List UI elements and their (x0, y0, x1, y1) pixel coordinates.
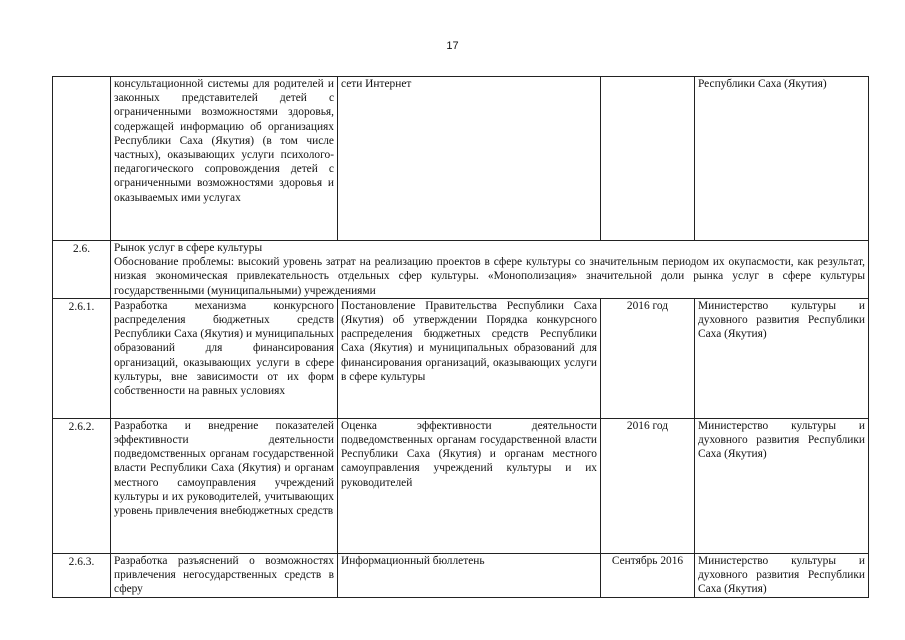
event-cell: Разработка и внедрение показателей эффективности деятельности подведомственных органам государственной власти Республики Саха (Якутия) и органам местного самоуправления учреждений культуры и их руководителей, учитывающих уровень привлечения внебюджетных средств (111, 418, 338, 553)
deadline-cell: Сентябрь 2016 (601, 553, 695, 597)
executor-cell: Республики Саха (Якутия) (695, 77, 869, 241)
executor-cell: Министерство культуры и духовного развития Республики Саха (Якутия) (695, 298, 869, 418)
section-description: Обоснование проблемы: высокий уровень затрат на реализацию проектов в сфере культуры со значительным периодом их окупасмости, как результат, низкая экономическая привлекательность отдельных сфер культуры. «Монополизация» значительной доли рынка услуг в сфере культуры государственными (муниципальными) учреждениями (114, 256, 865, 297)
deadline-cell: 2016 год (601, 418, 695, 553)
executor-cell: Министерство культуры и духовного развития Республики Саха (Якутия) (695, 553, 869, 597)
measures-table (52, 76, 869, 598)
deadline-cell (601, 77, 695, 241)
row-number: 2.6.3. (53, 553, 111, 597)
row-number: 2.6.2. (53, 418, 111, 553)
result-cell: Информационный бюллетень (338, 553, 601, 597)
table-row (53, 77, 869, 241)
section-number: 2.6. (53, 241, 111, 299)
section-row (53, 241, 869, 299)
section-cell (111, 241, 869, 299)
deadline-cell: 2016 год (601, 298, 695, 418)
event-cell: Разработка механизма конкурсного распределения бюджетных средств Республики Саха (Якутия) и муниципальных образований для финансирования организаций, оказывающих услуги в сфере культуры, вне зависимости от их форм собственности на равных условиях (111, 298, 338, 418)
row-number: 2.6.1. (53, 298, 111, 418)
section-title: Рынок услуг в сфере культуры (114, 242, 263, 254)
result-cell: Постановление Правительства Республики Саха (Якутия) об утверждении Порядка конкурсного распределения бюджетных средств Республики Саха (Якутия) и муниципальных образований для финансирования организаций, оказывающих услуги в сфере культуры (338, 298, 601, 418)
row-number (53, 77, 111, 241)
table-row (53, 418, 869, 553)
executor-cell: Министерство культуры и духовного развития Республики Саха (Якутия) (695, 418, 869, 553)
result-cell: сети Интернет (338, 77, 601, 241)
event-cell: консультационной системы для родителей и законных представителей детей с ограниченными возможностями здоровья, содержащей информацию об организациях Республики Саха (Якутия) (в том числе частных), оказывающих услуги психолого-педагогического сопровождения детей с ограниченными возможностями здоровья и оказываемых ими услугах (111, 77, 338, 241)
page-number: 17 (446, 40, 459, 52)
event-cell: Разработка разъяснений о возможностях привлечения негосударственных средств в сферу (111, 553, 338, 597)
table-row (53, 553, 869, 597)
result-cell: Оценка эффективности деятельности подведомственных органам государственной власти Республики Саха (Якутия) и органам местного самоуправления учреждений культуры и их руководителей (338, 418, 601, 553)
table-row (53, 298, 869, 418)
